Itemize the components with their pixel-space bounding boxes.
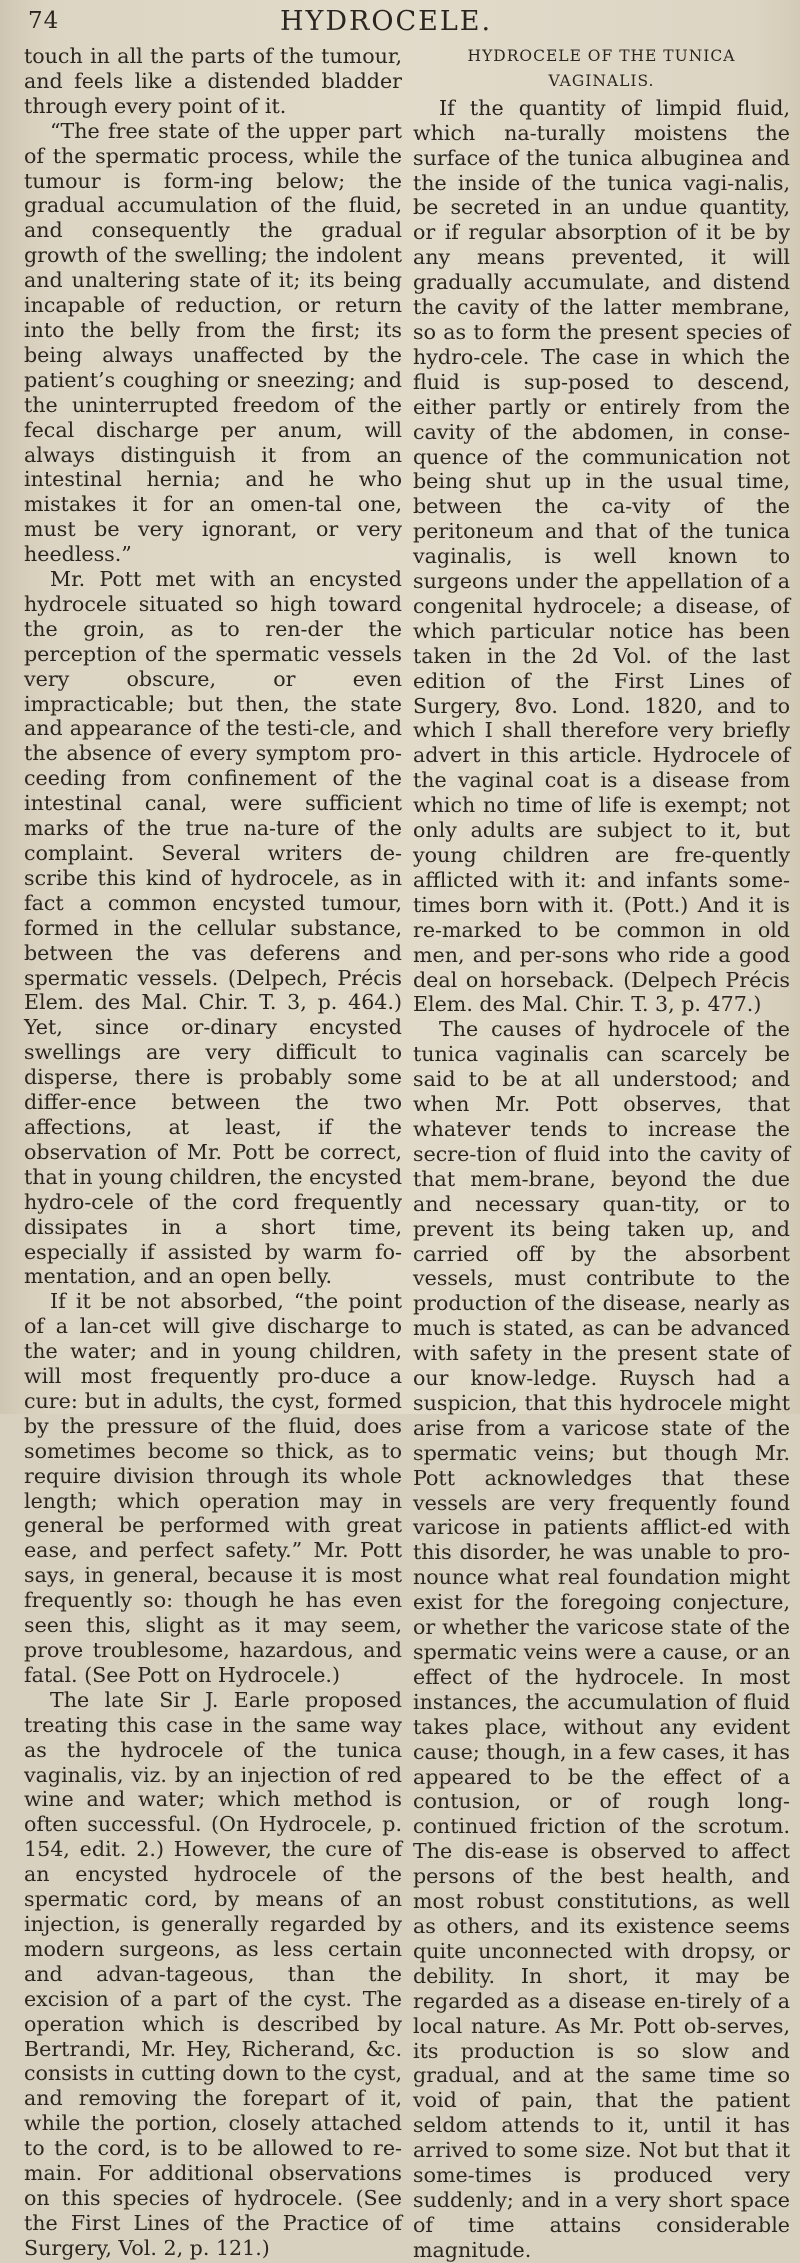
page-number: 74	[28, 8, 60, 34]
paragraph: touch in all the parts of the tumour, and feels like a distended bladder through every point of it.	[24, 44, 402, 118]
running-head: HYDROCELE.	[280, 6, 493, 37]
paragraph: Mr. Pott met with an encysted hydrocele situated so high toward the groin, as to ren-der the perception of the spermatic vessels very obscure, or even impracticable; but then, the state and appearance of the testi-cle, and the absence of every symptom pro-ceeding from confinement of the intestinal canal, were sufficient marks of the true na-ture of the complaint. Several writers de-scribe this kind of hydrocele, as in fact a common encysted tumour, formed in the cellular substance, between the vas deferens and spermatic vessels. (Delpech, Précis Elem. des Mal. Chir. T. 3, p. 464.) Yet, since or-dinary encysted swellings are very difficult to disperse, there is probably some differ-ence between the two affections, at least, if the observation of Mr. Pott be correct, that in young children, the encysted hydro-cele of the cord frequently dissipates in a short time, especially if assisted by warm fo-mentation, and an open belly.	[24, 567, 402, 1289]
paragraph: If it be not absorbed, “the point of a lan-cet will give discharge to the water; and in young children, will most frequently pro-duce a cure: but in adults, the cyst, formed by the pressure of the fluid, does sometimes become so thick, as to require division through its whole length; which operation may in general be performed with great ease, and perfect safety.” Mr. Pott says, in general, because it is most frequently so: though he has even seen this, slight as it may seem, prove troublesome, hazardous, and fatal. (See Pott on Hydrocele.)	[24, 1289, 402, 1687]
left-column	[24, 44, 402, 2261]
paragraph: If the quantity of limpid fluid, which na-turally moistens the surface of the tunica albuginea and the inside of the tunica vagi-nalis, be secreted in an undue quantity, or if regular absorption of it be by any means prevented, it will gradually accumulate, and distend the cavity of the latter membrane, so as to form the present species of hydro-cele. The case in which the fluid is sup-posed to descend, either partly or entirely from the cavity of the abdomen, in conse-quence of the communication not being shut up in the usual time, between the ca-vity of the peritoneum and that of the tunica vaginalis, is well known to surgeons under the appellation of a congenital hydrocele; a disease, of which particular notice has been taken in the 2d Vol. of the last edition of the First Lines of Surgery, 8vo. Lond. 1820, and to which I shall therefore very briefly advert in this article. Hydrocele of the vaginal coat is a disease from which no time of life is exempt; not only adults are subject to it, but young children are fre-quently afflicted with it: and infants some-times born with it. (Pott.) And it is re-marked to be common in old men, and per-sons who ride a good deal on horseback. (Delpech Précis Elem. des Mal. Chir. T. 3, p. 477.)	[413, 95, 790, 1017]
section-heading: HYDROCELE OF THE TUNICA VAGINALIS.	[467, 47, 736, 90]
paragraph: The late Sir J. Earle proposed treating this case in the same way as the hydrocele of the tunica vaginalis, viz. by an injection of red wine and water; which method is often successful. (On Hydrocele, p. 154, edit. 2.) However, the cure of an encysted hydrocele of the spermatic cord, by means of an injection, is generally regarded by modern surgeons, as less certain and advan-tageous, than the excision of a part of the cyst. The operation which is described by Bertrandi, Mr. Hey, Richerand, &c. consists in cutting down to the cyst, and removing the forepart of it, while the portion, closely attached to the cord, is to be allowed to re-main. For additional observations on this species of hydrocele. (See the First Lines of the Practice of Surgery, Vol. 2, p. 121.)	[24, 1687, 402, 2260]
right-column	[413, 44, 790, 2263]
paragraph: The causes of hydrocele of the tunica vaginalis can scarcely be said to be at all understood; and when Mr. Pott observes, that whatever tends to increase the secre-tion of fluid into the cavity of that mem-brane, beyond the due and necessary quan-tity, or to prevent its being taken up, and carried off by the absorbent vessels, must contribute to the production of the disease, nearly as much is stated, as can be advanced with safety in the present state of our know-ledge. Ruysch had a suspicion, that this hydrocele might arise from a varicose state of the spermatic veins; but though Mr. Pott acknowledges that these vessels are very frequently found varicose in patients afflict-ed with this disorder, he was unable to pro-nounce what real foundation might exist for the foregoing conjecture, or whether the varicose state of the spermatic veins were a cause, or an effect of the hydrocele. In most instances, the accumulation of fluid takes place, without any evident cause; though, in a few cases, it has appeared to be the effect of a contusion, or of rough long-continued friction of the scrotum. The dis-ease is observed to affect persons of the best health, and most robust constitutions, as well as others, and its existence seems quite unconnected with dropsy, or debility. In short, it may be regarded as a disease en-tirely of a local nature. As Mr. Pott ob-serves, its production is so slow and gradual, and at the same time so void of pain, that the patient seldom attends to it, until it has arrived to some size. Not but that it some-times is produced very suddenly; and in a very short space of time attains considerable magnitude.	[413, 1017, 791, 2262]
paragraph: “The free state of the upper part of the spermatic process, while the tumour is form-ing below; the gradual accumulation of the fluid, and consequently the gradual growth of the swelling; the indolent and unaltering state of it; its being incapable of reduction, or return into the belly from the first; its being always unaffected by the patient’s coughing or sneezing; and the uninterrupted freedom of the fecal discharge per anum, will always distinguish it from an intestinal hernia; and he who mistakes it for an omen-tal one, must be very ignorant, or very heedless.”	[24, 118, 402, 567]
